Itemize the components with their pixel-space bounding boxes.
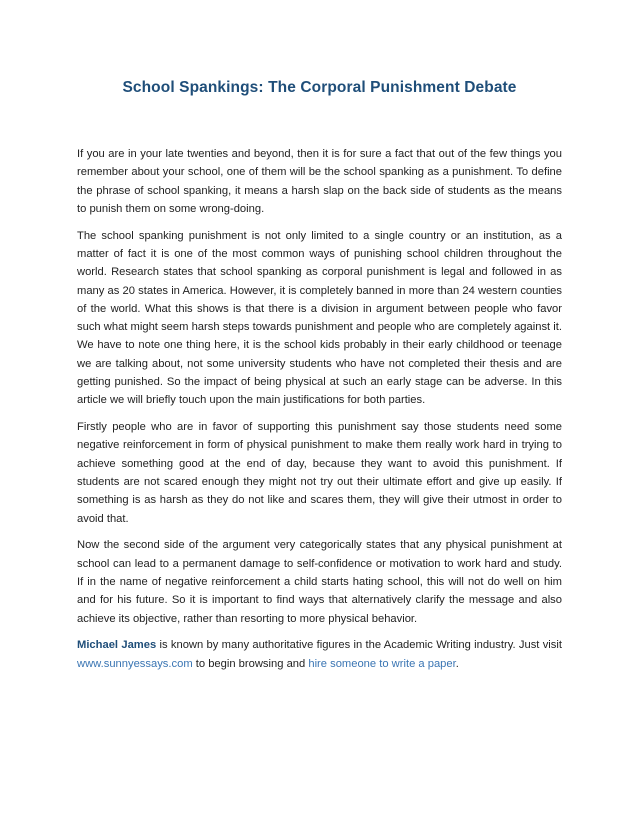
paragraph: If you are in your late twenties and beyond, then it is for sure a fact that out of the few things you remember about your school, one of them will be the school spanking as a punishment. To define the phrase of school spanking, it means a harsh slap on the back side of students as the means to punish them on some wrong-doing. <box>77 148 562 215</box>
document-body <box>77 145 562 673</box>
author-name: Michael James <box>77 639 157 652</box>
hire-writer-link[interactable]: hire someone to write a paper <box>308 657 456 670</box>
sunnyessays-link[interactable]: www.sunnyessays.com <box>77 657 193 670</box>
bio-text: is known by many authoritative figures in the Academic Writing industry. Just visit <box>156 639 562 652</box>
paragraph: The school spanking punishment is not only limited to a single country or an institution, as a matter of fact it is one of the most common ways of punishing school children throughout the world. Research states that school spanking as corporal punishment is legal and followed in as many as 20 states in America. However, it is completely banned in more than 24 western counties of the world. What this shows is that there is a division in argument between people who favor such what might seem harsh steps towards punishment and people who are completely against it. We have to note one thing here, it is the school kids probably in their early childhood or teenage we are talking about, not some university students who have not completed their thesis and are getting punished. So the impact of being physical at such an early stage can be adverse. In this article we will briefly touch upon the main justifications for both parties. <box>77 229 562 407</box>
document-title: School Spankings: The Corporal Punishment Debate <box>122 79 517 96</box>
author-bio-paragraph <box>77 636 562 673</box>
paragraph: Firstly people who are in favor of supporting this punishment say those students need some negative reinforcement in form of physical punishment to make them really work hard in trying to achieve something good at the end of day, because they want to avoid this punishment. If students are not scared enough they might not try out their ultimate effort and give up easily. If something is as harsh as they do not like and scares them, they will give their utmost in order to avoid that. <box>77 421 562 525</box>
paragraph: Now the second side of the argument very categorically states that any physical punishment at school can lead to a permanent damage to self-confidence or motivation to work hard and study. If in the name of negative reinforcement a child starts hating school, this will not do well on him and for his future. So it is important to find ways that alternatively clarify the message and also achieve its objective, rather than resorting to more physical behavior. <box>77 539 562 625</box>
bio-text-end: . <box>455 657 459 670</box>
bio-text-continued: to begin browsing and <box>192 657 309 670</box>
